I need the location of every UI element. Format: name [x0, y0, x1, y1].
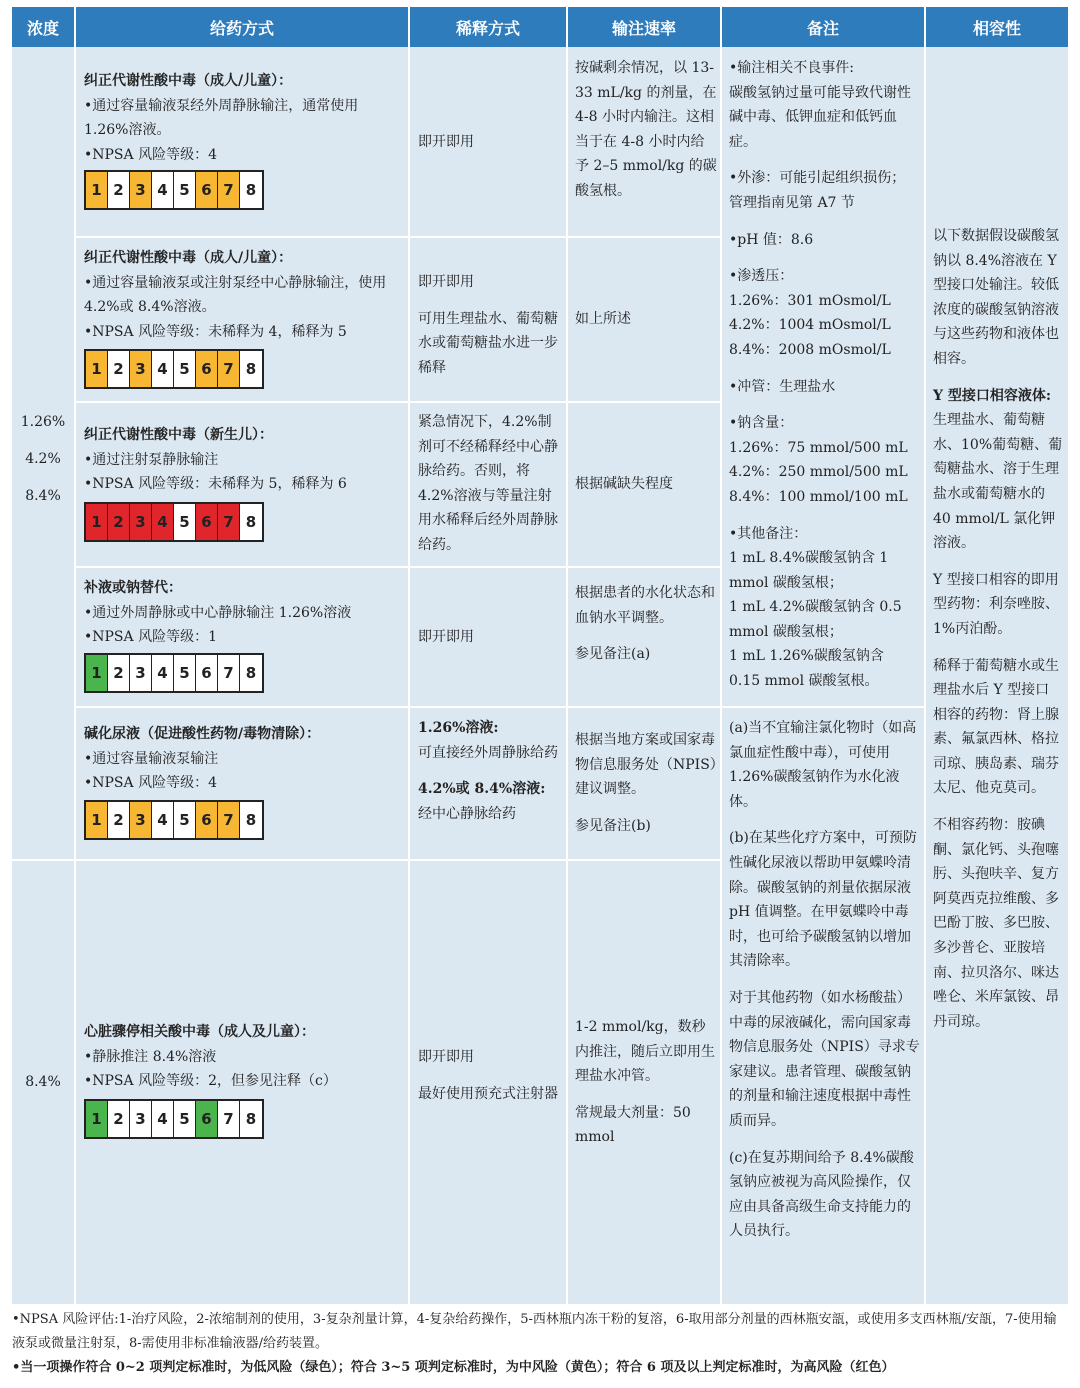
row-2-rate: 如上所述: [575, 311, 631, 327]
concentration-top: 1.26% 4.2% 8.4%: [20, 414, 66, 504]
header-dilution: 稀释方式: [410, 7, 566, 47]
row-1-admin: 纠正代谢性酸中毒（成人/儿童）： • 通过容量输液泵经外周静脉输注，通常使用 1.26%溶液。 • NPSA 风险等级：4: [84, 69, 402, 167]
risk-scale-row-6: 1 2 3 4 5 6 7 8: [84, 1099, 264, 1139]
row-3-admin: 纠正代谢性酸中毒（新生儿）： • 通过注射泵静脉输注 • NPSA 风险等级：未稀释为 5，稀释为 6: [84, 423, 402, 497]
row-4-rate: 根据患者的水化状态和血钠水平调整。 参见备注(a): [575, 585, 715, 663]
concentration-bottom: 8.4%: [25, 1074, 61, 1090]
remarks-upper: • 输注相关不良事件: 碳酸氢钠过量可能导致代谢性碱中毒、低钾血症和低钙血症。 • 外渗：可能引起组织损伤；管理指南见第 A7 节 • pH 值：8.6 • 渗透压： 1.26%：301 mOsmol/L 4.2%：1004 mOsmol/L 8.4%：2008 mOsmol/L • 冲管：生理盐水 • 钠含量： 1.26%：75 mmol/500 mL 4.2%：250 mmol/500 mL 8.4%：100 mmol/100 mL • 其他备注： 1 mL 8.4%碳酸氢钠含 1 mmol 碳酸氢根； 1 mL 4.2%碳酸氢钠含 0.5 mmol 碳酸氢根； 1 mL 1.26%碳酸氢钠含 0.15 mmol 碳酸氢根。: [729, 56, 919, 694]
risk-scale-row-4: 1 2 3 4 5 6 7 8: [84, 653, 264, 693]
row-6-rate: 1-2 mmol/kg，数秒内推注，随后立即用生理盐水冲管。 常规最大剂量：50 mmol: [575, 1019, 715, 1146]
row-2-dilution: 即开即用 可用生理盐水、葡萄糖水或葡萄糖盐水进一步稀释: [418, 274, 558, 376]
row-5-admin: 碱化尿液（促进酸性药物/毒物清除）： • 通过容量输液泵输注 • NPSA 风险等级：4: [84, 722, 402, 796]
header-administration: 给药方式: [76, 7, 408, 47]
remarks-lower: (a)当不宜输注氯化物时（如高氯血症性酸中毒），可使用 1.26%碳酸氢钠作为水化液体。 (b)在某些化疗方案中，可预防性碱化尿液以帮助甲氨蝶呤清除。碳酸氢钠的剂量依据尿液 pH 值调整。在甲氨蝶呤中毒时，也可给予碳酸氢钠以增加其清除率。 对于其他药物（如水杨酸盐）中毒的尿液碱化，需向国家毒物信息服务处（NPIS）寻求专家建议。患者管理、碳酸氢钠的剂量和输注速度根据中毒性质而异。 (c)在复苏期间给予 8.4%碳酸氢钠应被视为高风险操作，仅应由具备高级生命支持能力的人员执行。: [729, 720, 920, 1240]
row-2-admin: 纠正代谢性酸中毒（成人/儿童）： • 通过容量输液泵或注射泵经中心静脉输注，使用 4.2%或 8.4%溶液。 • NPSA 风险等级：未稀释为 4，稀释为 5: [84, 246, 402, 344]
footnotes: • NPSA 风险评估:1-治疗风险，2-浓缩制剂的使用，3-复杂剂量计算，4-复杂给药操作，5-西林瓶内冻干粉的复溶，6-取用部分剂量的西林瓶安瓿，或使用多支西林瓶/安瓿，7-使用输液泵或微量注射泵，8-需使用非标准输液器/给药装置。 • 当一项操作符合 0~2 项判定标准时，为低风险（绿色）；符合 3~5 项判定标准时，为中风险（黄色）；符合 6 项及以上判定标准时，为高风险（红色）: [12, 1308, 1068, 1380]
risk-scale-row-1: 1 2 3 4 5 6 7 8: [84, 170, 264, 210]
drug-table: [12, 7, 1068, 1304]
risk-scale-row-2: 1 2 3 4 5 6 7 8: [84, 349, 264, 389]
header-rate: 输注速率: [568, 7, 720, 47]
risk-scale-row-5: 1 2 3 4 5 6 7 8: [84, 800, 264, 840]
row-4-admin: 补液或钠替代： • 通过外周静脉或中心静脉输注 1.26%溶液 • NPSA 风险等级：1: [84, 576, 402, 650]
row-6-admin: 心脏骤停相关酸中毒（成人及儿童）： • 静脉推注 8.4%溶液 • NPSA 风险等级：2，但参见注释（c）: [84, 1020, 402, 1094]
row-1-rate: 按碱剩余情况，以 13-33 mL/kg 的剂量，在 4-8 小时内输注。这相当于在 4-8 小时内给予 2–5 mmol/kg 的碳酸氢根。: [575, 60, 717, 199]
header-compatibility: 相容性: [926, 7, 1068, 47]
compatibility-text: 以下数据假设碳酸氢钠以 8.4%溶液在 Y 型接口处输注。较低浓度的碳酸氢钠溶液与这些药物和液体也相容。 Y 型接口相容液体:生理盐水、葡萄糖水、10%葡萄糖、葡萄糖盐水、溶于生理盐水或葡萄糖水的 40 mmol/L 氯化钾溶液。 Y 型接口相容的即用型药物：利奈唑胺、1%丙泊酚。 稀释于葡萄糖水或生理盐水后 Y 型接口相容的药物：肾上腺素、氟氯西林、格拉司琼、胰岛素、瑞芬太尼、他克莫司。 不相容药物：胺碘酮、氯化钙、头孢噻肟、头孢呋辛、复方阿莫西克拉维酸、多巴酚丁胺、多巴胺、多沙普仑、亚胺培南、拉贝洛尔、咪达唑仑、米库氯铵、昂丹司琼。: [933, 228, 1063, 1030]
risk-scale-row-3: 1 2 3 4 5 6 7 8: [84, 502, 264, 542]
row-3-rate: 根据碱缺失程度: [575, 476, 673, 492]
row-1-dilution: 即开即用: [418, 134, 474, 150]
row-5-rate: 根据当地方案或国家毒物信息服务处（NPIS）建议调整。 参见备注(b): [575, 732, 717, 834]
header-concentration: 浓度: [12, 7, 74, 47]
row-4-dilution: 即开即用: [418, 629, 474, 645]
row-3-dilution: 紧急情况下，4.2%制剂可不经稀释经中心静脉给药。否则，将 4.2%溶液与等量注射用水稀释后经外周静脉给药。: [418, 414, 558, 553]
header-remarks: 备注: [722, 7, 924, 47]
row-6-dilution: 即开即用 最好使用预充式注射器: [418, 1049, 558, 1102]
row-5-dilution: 1.26%溶液: 可直接经外周静脉给药 4.2%或 8.4%溶液: 经中心静脉给药: [418, 720, 558, 822]
